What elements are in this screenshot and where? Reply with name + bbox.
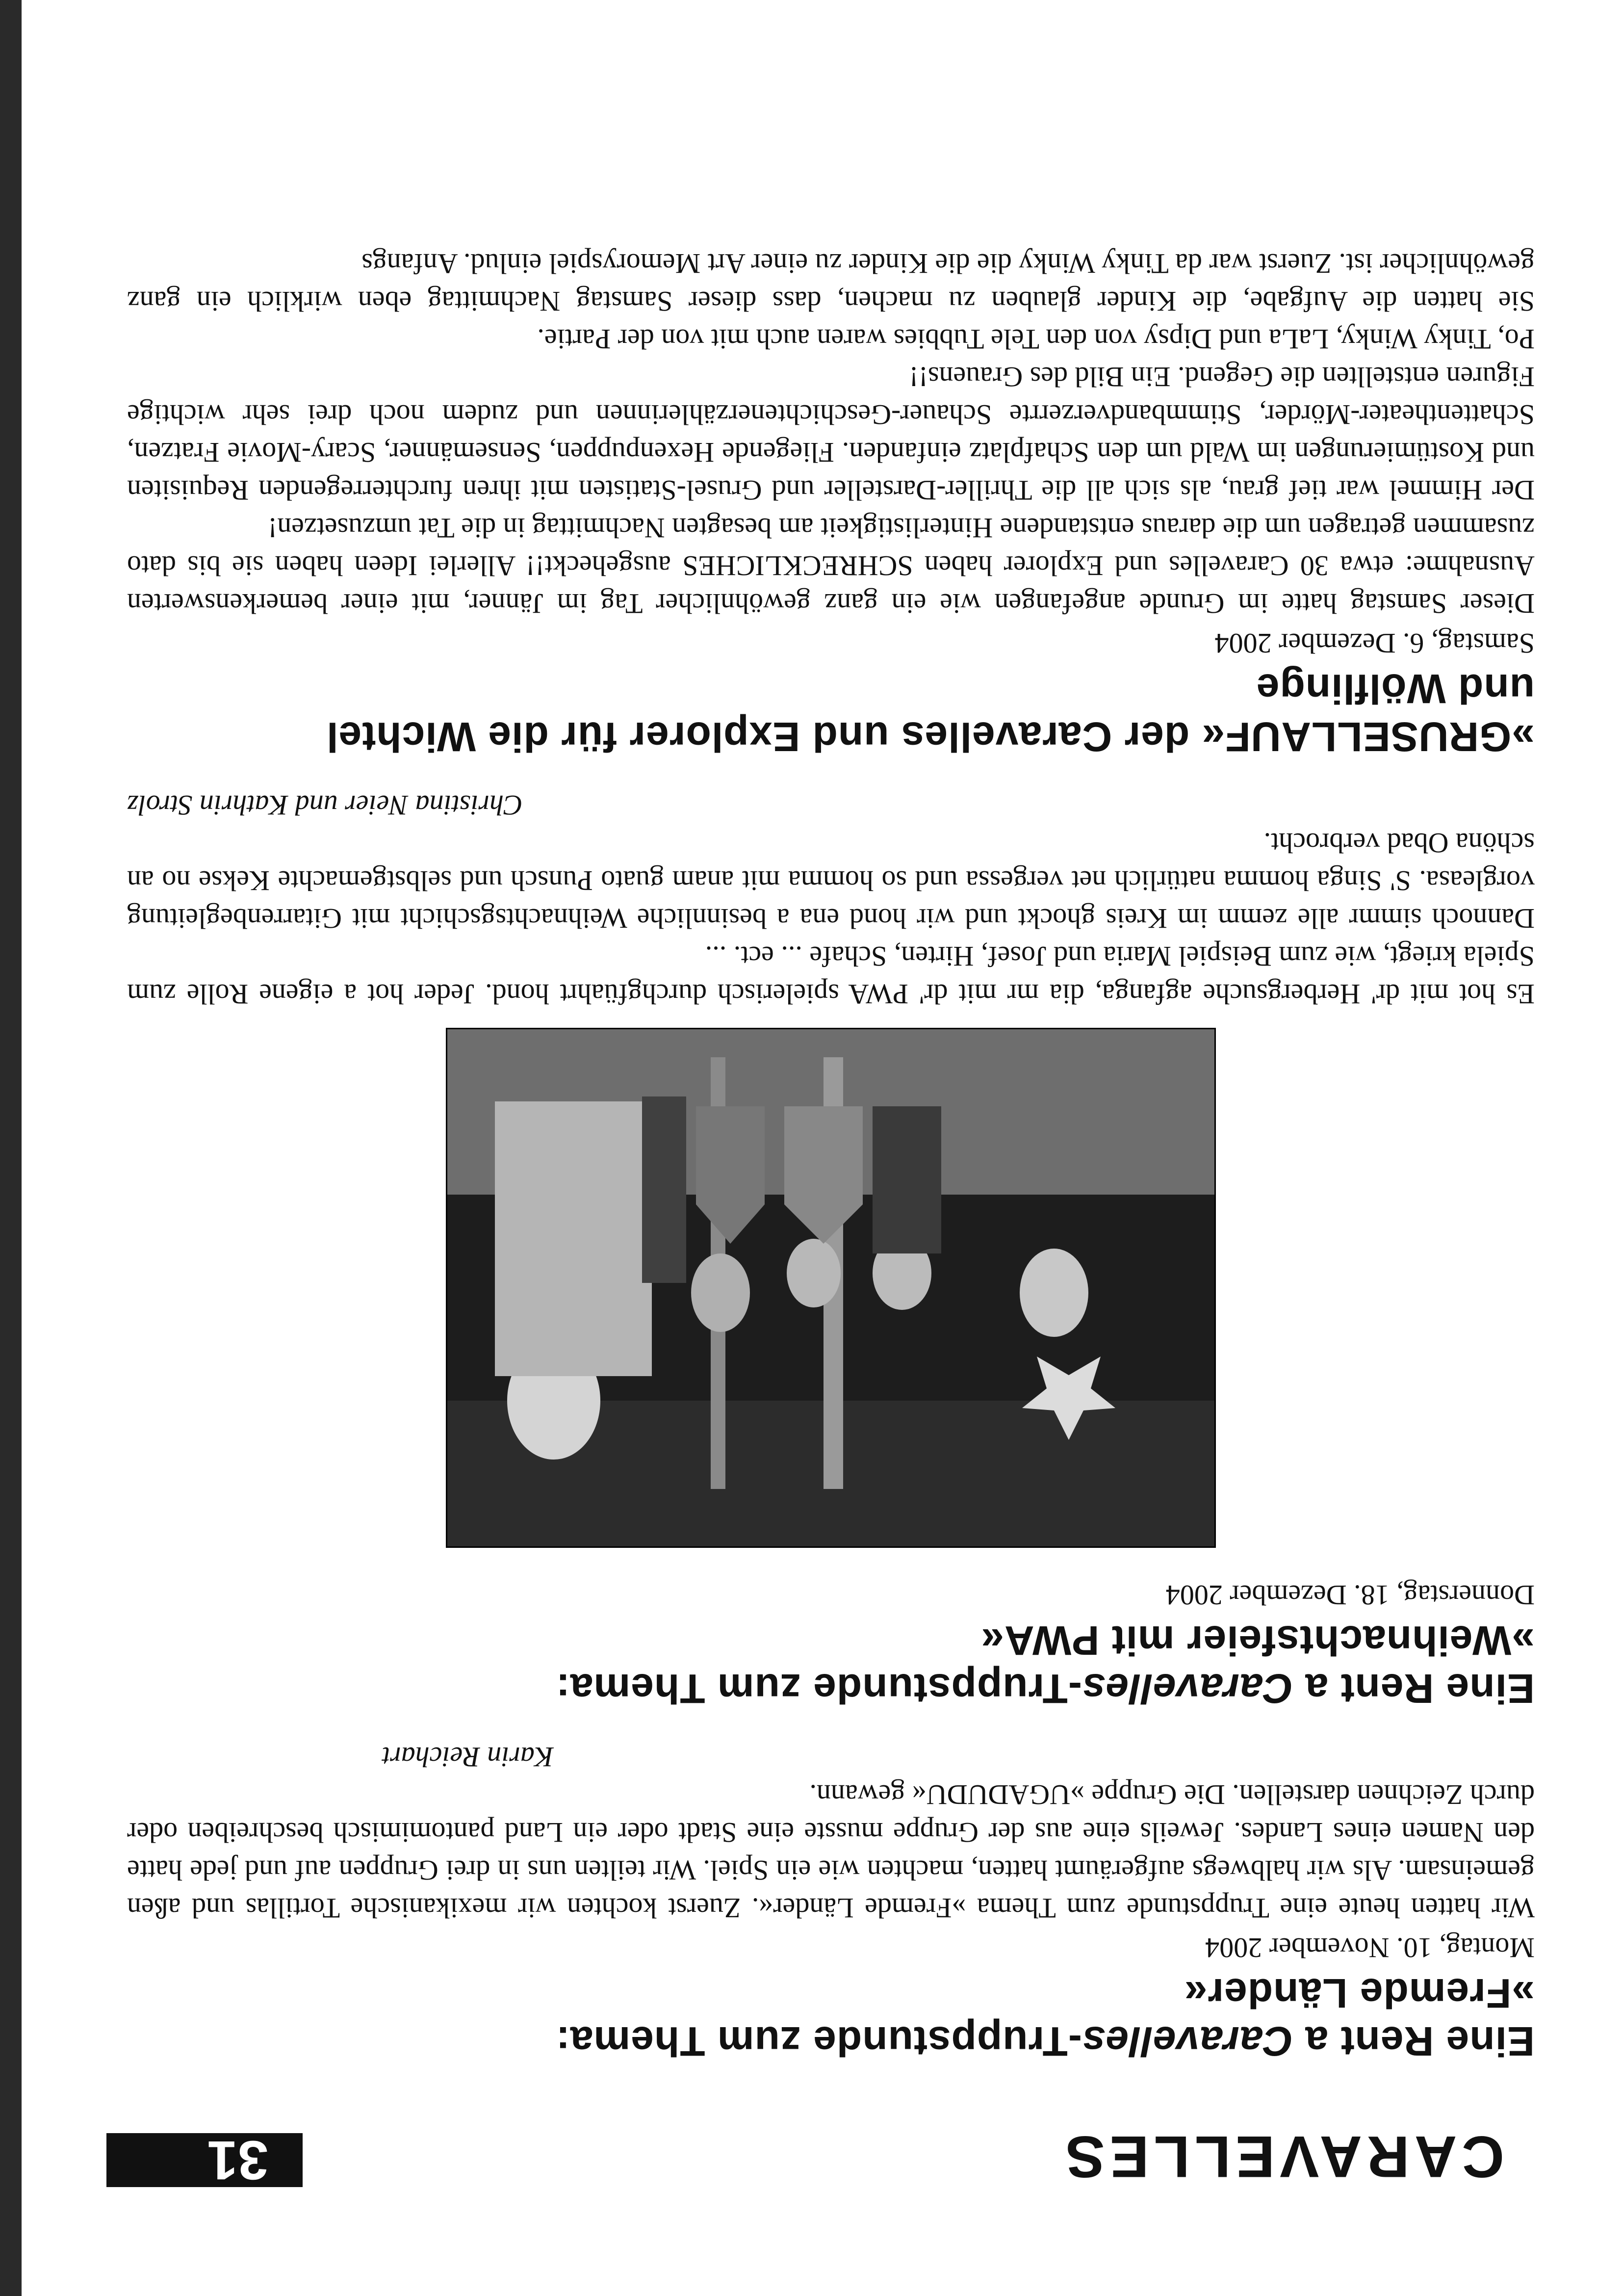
article-author: Christina Neier und Kathrin Strolz (127, 789, 523, 821)
article-body: Sie hatten die Aufgabe, die Kinder glauben zu machen, dass dieser Samstag Nachmittag eben wirklich ein ganz gewöhnlicher ist. Zuerst war da Tinky Winky die die Kinder zu einer Art Memoryspiel einlud. Anfangs (127, 248, 1535, 317)
article-weihnachtsfeier (127, 786, 1535, 1713)
scan-edge-bar (0, 0, 22, 2296)
christmas-party-photo (446, 1028, 1216, 1548)
article-body: Es hot mit dr' Herbergsuche agfanga, dia mr mit dr' PWA spielerisch durchgfüahrt hond. Jeder hot a eigene Rolle zum Spiela kriegt, wie zum Beispiel Maria und Josef, Hirten, Schafe ... ect. ... (127, 940, 1535, 1010)
photo-container (127, 1028, 1535, 1548)
article-date: Samstag, 6. Dezember 2004 (1214, 627, 1535, 659)
article-body: Po, Tinky Winky, LaLa und Dipsy von den Tele Tubbies waren auch mit von der Partie. (537, 323, 1535, 355)
article-body: Der Himmel war tief grau, als sich all die Thriller-Darsteller und Grusel-Statisten mit ihren furchterregenden Requisiten und Kostümierungen im Wald um den Schafplatz einfanden. Fliegende Hexenpuppen, Sensemänner, Scary-Movie Fratzen, Schattentheater-Mörder, Stimmbandverzerrte Schauer-Geschichtenerzählerinnen und zudem noch drei sehr wichtige Figuren entstellten die Gegend. Ein Bild des Grauens!! (127, 361, 1535, 506)
page-number: 31 (106, 2133, 303, 2187)
article-body: Dieser Samstag hatte im Grunde angefangen wie ein ganz gewöhnlicher Tag im Jänner, mit einer bemerkenswerten Ausnahme: etwa 30 Caravelles und Explorer haben SCHRECKLICHES ausgeheckt!! Allerlei Ideen haben sie bis dato zusammen getragen um die daraus entstandene Hinterlistigkeit am besagten Nachmittag in die Tat umzusetzen! (127, 512, 1535, 620)
article-author: Karin Reichart (382, 1741, 554, 1773)
article-title: »GRUSELLAUF« der Caravelles und Explorer für die Wichtel und Wölflinge (326, 666, 1535, 760)
article-title: Eine Rent a Caravelles-Truppstunde zum Thema: »Fremde Länder« (555, 1970, 1535, 2064)
article-body: Wir hatten heute eine Truppstunde zum Thema »Fremde Länder«. Zuerst kochten wir mexikanische Tortillas und aßen gemeinsam. Als wir halbwegs aufgeräumt hatten, machten wie ein Spiel. Wir teilten uns in drei Gruppen auf und jede hatte den Namen eines Landes. Jeweils eine aus der Gruppe musste eine Stadt oder ein Land pantomimisch beschreiben oder durch Zeichnen darstellen. Die Gruppe »UGADUDU« gewann. (127, 1779, 1535, 1924)
article-grusellauf (127, 245, 1535, 761)
article-date: Montag, 10. November 2004 (1205, 1932, 1535, 1964)
photo-image (446, 1028, 1216, 1548)
article-date: Donnerstag, 18. Dezember 2004 (1165, 1579, 1535, 1611)
article-body: Dannoch simmr alle zemm im Kreis ghockt und wir hond ena a besinnliche Weihnachtsgschicht mit Gitarrenbegleitung vorgleasa. S' Singa homma natürlich net vergessa und so homma mit anam guato Punsch und selbstgemachte Kekse no an schöna Obad verbrocht. (127, 827, 1535, 935)
section-title: CARAVELLES (1060, 2124, 1504, 2190)
article-fremde-laender (127, 1738, 1535, 2065)
page-header (0, 2090, 1622, 2296)
article-title: Eine Rent a Caravelles-Truppstunde zum Thema: »Weihnachtsfeier mit PWA« (555, 1618, 1535, 1712)
page-content (127, 219, 1535, 2065)
